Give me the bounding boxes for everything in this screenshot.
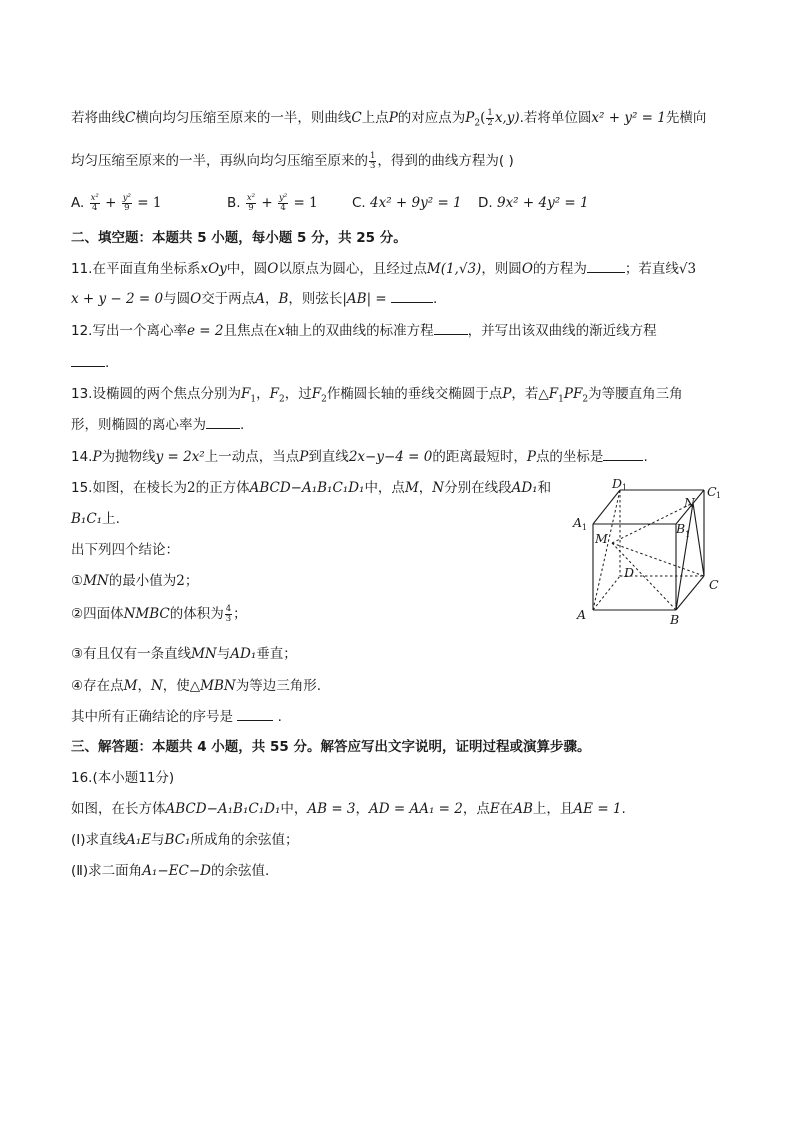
q16-line-bc1: BC₁ [164, 832, 191, 848]
answer-blank[interactable] [587, 259, 625, 273]
q10-var-c: C [125, 110, 136, 126]
q11-chord: |AB| = [342, 291, 387, 307]
q13-text: ， [256, 386, 270, 402]
q16-header: 16.(本小题11分) [71, 770, 175, 786]
q15-text: 其中所有正确结论的序号是 [71, 709, 233, 725]
equals-one: = 1 [137, 195, 162, 211]
fraction-numerator: x² [90, 192, 99, 203]
q15-text: 15.如图，在棱长为 [71, 480, 187, 496]
q15-var-n: N [432, 480, 445, 496]
q16-text: (Ⅱ)求二面角 [71, 863, 143, 879]
q10-var-p: P [388, 110, 398, 126]
q15-var-m: M [404, 480, 419, 496]
option-a-frac2 [122, 194, 132, 213]
q15-text: ； [184, 573, 199, 589]
q13-focus: F [269, 386, 279, 402]
q14-text: 为抛物线 [101, 449, 156, 465]
option-label: A. [71, 195, 85, 211]
q15-text: 存在点 [83, 678, 124, 694]
q11-var-o: O [190, 291, 202, 307]
q16-var-e: E [489, 801, 500, 817]
q16-text: ， [355, 801, 370, 817]
q11-point-m: M(1,√3) [426, 261, 482, 277]
q13-text: 13.设椭圆的两个焦点分别为 [71, 386, 241, 402]
label-n: N [684, 495, 695, 510]
q16-text: 在 [499, 801, 514, 817]
q16-dihedral-angle: A₁−EC−D [142, 863, 211, 879]
q16-text: (Ⅰ)求直线 [71, 832, 127, 848]
q15-answer-line [71, 707, 282, 727]
q15-text: ，使 [162, 678, 190, 694]
q16-text: 的余弦值. [210, 863, 270, 879]
q16-part1 [71, 830, 298, 850]
fraction-denominator: 9 [124, 202, 130, 213]
q13-focus: F [240, 386, 251, 402]
q10-var-c: C [351, 110, 362, 126]
q16-text: 中， [280, 801, 308, 817]
option-text: 4x² + 9y² = 1 [370, 195, 462, 211]
q10-text: 先横向 [665, 110, 707, 126]
q15-tetrahedron: NMBC [123, 606, 170, 622]
q16-line1 [71, 799, 626, 819]
q15-text: 为等边三角形. [235, 678, 321, 694]
q11-text: ，则圆 [481, 261, 522, 277]
subscript: 2 [321, 394, 327, 405]
fraction-numerator: y² [278, 192, 288, 203]
q15-text: 与 [216, 646, 231, 662]
q15-line1 [71, 478, 551, 498]
q15-text: 垂直； [256, 646, 297, 662]
conclusion-number: ① [71, 573, 84, 589]
q15-conclusion-3 [71, 644, 297, 664]
q15-segment-ad1: AD₁ [511, 480, 538, 496]
q12-text: 且焦点在 [223, 323, 278, 339]
q15-text: 的体积为 [169, 606, 224, 622]
answer-blank[interactable] [237, 707, 273, 721]
label-sub: 1 [582, 523, 588, 532]
q15-segment-b1c1: B₁C₁ [71, 511, 103, 527]
q12-text: . [105, 355, 110, 371]
fraction-numerator: 1 [487, 107, 493, 118]
option-label: C. [352, 195, 366, 211]
q13-text: ，过 [284, 386, 312, 402]
q15-segment-mn: MN [83, 573, 109, 589]
q10-fraction-half [486, 109, 493, 128]
q14-text: . [643, 449, 648, 465]
section2-title: 二、填空题：本题共 5 小题，每小题 5 分，共 25 分。 [71, 230, 407, 246]
q16-text: 所成角的余弦值； [190, 832, 299, 848]
q11-var-a: A [255, 291, 265, 307]
q12-text: 12.写出一个离心率 [71, 323, 187, 339]
option-text: 9x² + 4y² = 1 [496, 195, 589, 211]
triangle-symbol: △ [538, 386, 549, 402]
label-sub: 1 [716, 491, 722, 500]
triangle-symbol: △ [189, 678, 201, 694]
plus-sign: + [105, 195, 117, 211]
label-a: A [577, 607, 587, 622]
q10-point-p2: P [465, 110, 475, 126]
q11-text: ， [264, 291, 279, 307]
conclusion-number: ③ [71, 646, 84, 662]
q15-triangle-mbn: MBN [200, 678, 236, 694]
q13-line1: 13.设椭圆的两个焦点分别为$F_1$，$F_2$，过$F_2$作椭圆长轴的垂线交椭圆于点P，若$\triangle F_1PF_2$为等腰直角三角 [71, 386, 683, 405]
fraction-denominator: 2 [487, 117, 493, 128]
q15-edge-length: 2 [186, 480, 196, 496]
fraction-numerator: 1 [370, 150, 376, 161]
q15-text: 的最小值为 [108, 573, 177, 589]
q15-cube-name: ABCD−A₁B₁C₁D₁ [249, 480, 365, 496]
label-d1: D [612, 476, 623, 491]
fraction-numerator: y² [122, 192, 131, 203]
q11-line1 [71, 259, 696, 279]
q11-text: 11.在平面直角坐标系 [71, 261, 201, 277]
q13-var-p: P [502, 386, 512, 402]
q13-text: . [240, 417, 245, 433]
q16-text: . [621, 801, 626, 817]
q10-text: .若将单位圆 [519, 110, 592, 126]
fraction-numerator: 4 [225, 603, 232, 614]
q16-ad: AD = AA₁ = 2 [369, 801, 463, 817]
q14-text: 14. [71, 449, 93, 465]
option-label: D. [478, 195, 493, 211]
q13-triangle-f: F [548, 386, 559, 402]
q12-text: ，并写出该双曲线的渐近线方程 [467, 323, 657, 339]
q15-text: . [277, 709, 282, 725]
q15-conclusion-1 [71, 571, 198, 591]
fraction-denominator: 3 [225, 613, 232, 624]
q15-cube-figure [568, 472, 738, 632]
segment-ad1 [593, 490, 620, 610]
q10-text: 若将曲线 [71, 110, 125, 126]
q16-text: 如图，在长方体 [71, 801, 166, 817]
option-label: B. [227, 195, 241, 211]
q14-text: 的距离最短时， [432, 449, 527, 465]
q14-text: 点的坐标是 [535, 449, 604, 465]
label-c: C [709, 577, 719, 592]
q16-ae: AE = 1 [573, 801, 622, 817]
q10-option-c [352, 192, 462, 214]
q12-eccentricity: e = 2 [186, 323, 224, 339]
q10-text: 横向均匀压缩至原来的一半，则曲线 [135, 110, 352, 126]
answer-blank[interactable] [71, 353, 105, 367]
q11-var-o: O [521, 261, 533, 277]
label-a1: A [573, 515, 583, 530]
q15-text: ， [137, 678, 151, 694]
q15-text: 上. [102, 511, 120, 527]
q11-var-o: O [267, 261, 279, 277]
q15-var-n: N [150, 678, 163, 694]
q13-text: 作椭圆长轴的垂线交椭圆于点 [326, 386, 503, 402]
q15-text: ； [233, 606, 247, 622]
section3-title: 三、解答题：本题共 4 小题，共 55 分。解答应写出文字说明，证明过程或演算步骤。 [71, 739, 591, 755]
label-sub: 1 [685, 530, 691, 539]
q13-line2 [71, 415, 244, 435]
q14-text: 到直线 [308, 449, 349, 465]
q15-segment-ad1: AD₁ [230, 646, 257, 662]
fraction-denominator: 3 [370, 160, 376, 171]
label-sub: 1 [622, 483, 628, 492]
q15-text: 分别在线段 [444, 480, 512, 496]
q10-paren: ( [480, 110, 486, 126]
q16-text: 与 [151, 832, 165, 848]
q15-segment-mn: MN [191, 646, 217, 662]
q15-text: 有且仅有一条直线 [83, 646, 192, 662]
fraction-denominator: 9 [248, 202, 254, 213]
q11-line2 [71, 289, 437, 309]
conclusion-number: ④ [71, 678, 84, 694]
q10-option-b [227, 192, 318, 214]
label-c1: C [707, 484, 717, 499]
plus-sign: + [261, 195, 273, 211]
q15-conclusion-4 [71, 676, 321, 696]
q12-text: 轴上的双曲线的标准方程 [285, 323, 434, 339]
q11-line-equation: x + y − 2 = 0 [71, 291, 164, 307]
q11-text: 以原点为圆心，且经过点 [278, 261, 427, 277]
answer-blank[interactable] [603, 447, 643, 461]
label-d: D [624, 565, 635, 580]
q15-text: ， [418, 480, 433, 496]
subscript: 2 [278, 394, 285, 405]
q11-text: ，则弦长 [288, 291, 343, 307]
q11-text: ；若直线 [624, 261, 679, 277]
q13-text: 形，则椭圆的离心率为 [71, 417, 206, 433]
q10-subscript: 2 [474, 118, 481, 129]
label-m: M [595, 531, 608, 546]
segment-bn [676, 503, 693, 610]
q15-text: 的正方体 [195, 480, 250, 496]
q12-var-x: x [277, 323, 286, 339]
q11-sqrt3: √3 [678, 261, 697, 277]
q15-volume-fraction [225, 605, 232, 624]
label-b: B [670, 612, 680, 627]
fraction-numerator: x² [246, 192, 256, 203]
q14-var-p: P [526, 449, 536, 465]
segment-cn [693, 503, 704, 576]
q14-line1 [71, 447, 648, 467]
q10-xy: x,y) [494, 110, 520, 126]
q12-line2 [71, 353, 109, 373]
answer-blank[interactable] [206, 415, 240, 429]
q15-line2 [71, 509, 120, 529]
q14-line-equation: 2x−y−4 = 0 [348, 449, 433, 465]
q15-text: 四面体 [83, 606, 124, 622]
subscript: 1 [250, 394, 257, 405]
q15-intro: 出下列四个结论： [71, 542, 179, 558]
option-a-frac1 [90, 194, 100, 213]
q14-text: 上一动点，当点 [204, 449, 300, 465]
q14-parabola: y = 2x² [155, 449, 205, 465]
q13-text: 为等腰直角三角 [588, 386, 683, 402]
answer-blank[interactable] [391, 289, 433, 303]
q15-text: 和 [537, 480, 552, 496]
fraction-denominator: 4 [91, 202, 98, 213]
q11-text: 交于两点 [201, 291, 256, 307]
q13-focus: F [311, 386, 322, 402]
q14-var-p: P [299, 449, 309, 465]
q15-text: 中，点 [364, 480, 405, 496]
q16-ab: AB = 3 [307, 801, 356, 817]
q16-cuboid-name: ABCD−A₁B₁C₁D₁ [165, 801, 281, 817]
conclusion-number: ② [71, 606, 84, 622]
equals-one: = 1 [293, 195, 318, 211]
label-b1: B [676, 521, 686, 536]
q10-option-d [478, 192, 589, 214]
answer-blank[interactable] [434, 321, 468, 335]
q11-text: 与圆 [163, 291, 191, 307]
q16-text: ，点 [462, 801, 490, 817]
q12-line1 [71, 321, 657, 341]
q11-xoy: xOy [200, 261, 227, 277]
q11-text: 中，圆 [226, 261, 268, 277]
option-b-frac1 [246, 194, 256, 213]
q14-var-p: P [92, 449, 102, 465]
q16-text: 上，且 [532, 801, 574, 817]
q16-line-a1e: A₁E [126, 832, 152, 848]
q11-var-b: B [278, 291, 289, 307]
q15-conclusion-2 [71, 604, 247, 624]
q10-text: 均匀压缩至原来的一半，再纵向均匀压缩至原来的 [71, 153, 368, 169]
q10-text: ，得到的曲线方程为( ) [377, 153, 514, 169]
q10-fraction-third [369, 152, 376, 171]
q15-value: 2 [176, 573, 185, 589]
q10-text: 上点 [361, 110, 389, 126]
q11-text: . [433, 291, 438, 307]
q10-line2 [71, 151, 514, 171]
q10-option-a [71, 192, 161, 214]
q11-text: 的方程为 [532, 261, 587, 277]
q16-segment-ab: AB [513, 801, 533, 817]
option-b-frac2 [278, 194, 288, 213]
q10-text: 的对应点为 [397, 110, 466, 126]
q13-text: ，若 [511, 386, 539, 402]
q10-line1 [71, 108, 706, 134]
fraction-denominator: 4 [280, 202, 286, 213]
q16-part2 [71, 861, 269, 881]
q10-circle-equation: x² + y² = 1 [591, 110, 666, 126]
q15-var-m: M [123, 678, 138, 694]
